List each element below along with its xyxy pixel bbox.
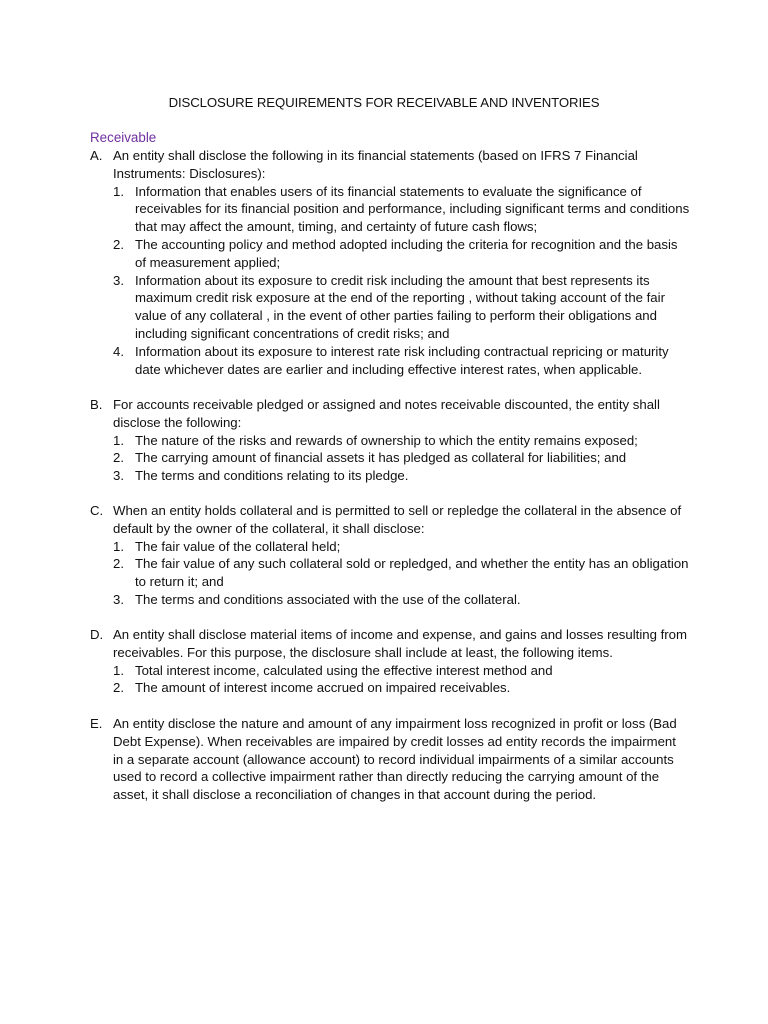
section-letter: B.	[90, 397, 103, 412]
item-text: Information about its exposure to credit risk including the amount that best represents its maximum credit risk exposure at the end of the reporting , without taking account of the fair value of any collateral , in the event of other parties failing to perform their obligations and including significant concentrations of credit risks; and	[135, 272, 665, 341]
item-text: The fair value of any such collateral sold or repledged, and whether the entity has an obligation to return it; and	[135, 556, 689, 590]
section-text: An entity shall disclose material items of income and expense, and gains and losses resulting from receivables. For this purpose, the disclosure shall include at least, the following items.	[113, 627, 687, 660]
list-item	[113, 432, 690, 450]
section-text: When an entity holds collateral and is permitted to sell or repledge the collateral in the absence of default by the owner of the collateral, it shall disclose:	[113, 503, 682, 536]
section-text: For accounts receivable pledged or assigned and notes receivable discounted, the entity shall disclose the following:	[113, 397, 660, 430]
section-text: An entity shall disclose the following in its financial statements (based on IFRS 7 Financial Instruments: Disclosures):	[113, 148, 638, 181]
section-a	[90, 147, 690, 378]
page-title: DISCLOSURE REQUIREMENTS FOR RECEIVABLE AND INVENTORIES	[168, 95, 600, 110]
list-item	[113, 679, 690, 697]
list-item	[113, 343, 690, 379]
item-number: 2.	[113, 236, 124, 252]
section-c	[90, 502, 690, 609]
section-e	[90, 715, 690, 804]
list-item	[113, 236, 690, 272]
list-item	[113, 467, 690, 485]
section-b	[90, 396, 690, 485]
item-number: 1.	[113, 183, 124, 199]
item-number: 3.	[113, 272, 124, 288]
item-number: 4.	[113, 343, 124, 359]
item-list	[113, 538, 690, 609]
item-text: The fair value of the collateral held;	[135, 538, 341, 554]
item-number: 3.	[113, 591, 124, 607]
item-list	[113, 432, 690, 485]
item-text: The carrying amount of financial assets it has pledged as collateral for liabilities; and	[135, 450, 627, 466]
section-letter: A.	[90, 148, 103, 163]
item-number: 1.	[113, 538, 124, 554]
item-number: 3.	[113, 468, 124, 484]
list-item	[113, 449, 690, 467]
item-number: 1.	[113, 662, 124, 678]
item-list	[113, 662, 690, 698]
section-letter: D.	[90, 627, 104, 642]
list-item	[113, 591, 690, 609]
section-heading: Receivable	[90, 130, 157, 145]
item-text: Total interest income, calculated using the effective interest method and	[135, 662, 553, 678]
item-text: The amount of interest income accrued on impaired receivables.	[135, 680, 511, 696]
list-item	[113, 272, 690, 343]
item-text: The accounting policy and method adopted including the criteria for recognition and the basis of measurement applied;	[135, 236, 678, 270]
list-item	[113, 555, 690, 591]
section-d	[90, 626, 690, 697]
item-text: Information about its exposure to interest rate risk including contractual repricing or maturity date whichever dates are earlier and including effective interest rates, when applicable.	[135, 343, 669, 377]
list-item	[113, 183, 690, 236]
list-item	[113, 662, 690, 680]
item-text: Information that enables users of its financial statements to evaluate the significance of receivables for its financial position and performance, including significant terms and conditions that may affect the amount, timing, and certainty of future cash flows;	[135, 183, 690, 235]
item-number: 2.	[113, 680, 124, 696]
item-number: 1.	[113, 432, 124, 448]
list-item	[113, 538, 690, 556]
item-list	[113, 183, 690, 379]
item-text: The terms and conditions relating to its pledge.	[135, 468, 409, 484]
item-number: 2.	[113, 450, 124, 466]
section-text: An entity disclose the nature and amount of any impairment loss recognized in profit or loss (Bad Debt Expense). When receivables are impaired by credit losses ad entity records the impairment in a separate account (allowance account) to record individual impairments of a similar accounts used to record a collective impairment rather than directly reducing the carrying amount of the asset, it shall disclose a reconciliation of changes in that account during the period.	[113, 716, 677, 803]
section-letter: E.	[90, 716, 103, 731]
item-text: The nature of the risks and rewards of ownership to which the entity remains exposed;	[135, 432, 638, 448]
section-letter: C.	[90, 503, 104, 518]
item-number: 2.	[113, 556, 124, 572]
item-text: The terms and conditions associated with the use of the collateral.	[135, 591, 521, 607]
